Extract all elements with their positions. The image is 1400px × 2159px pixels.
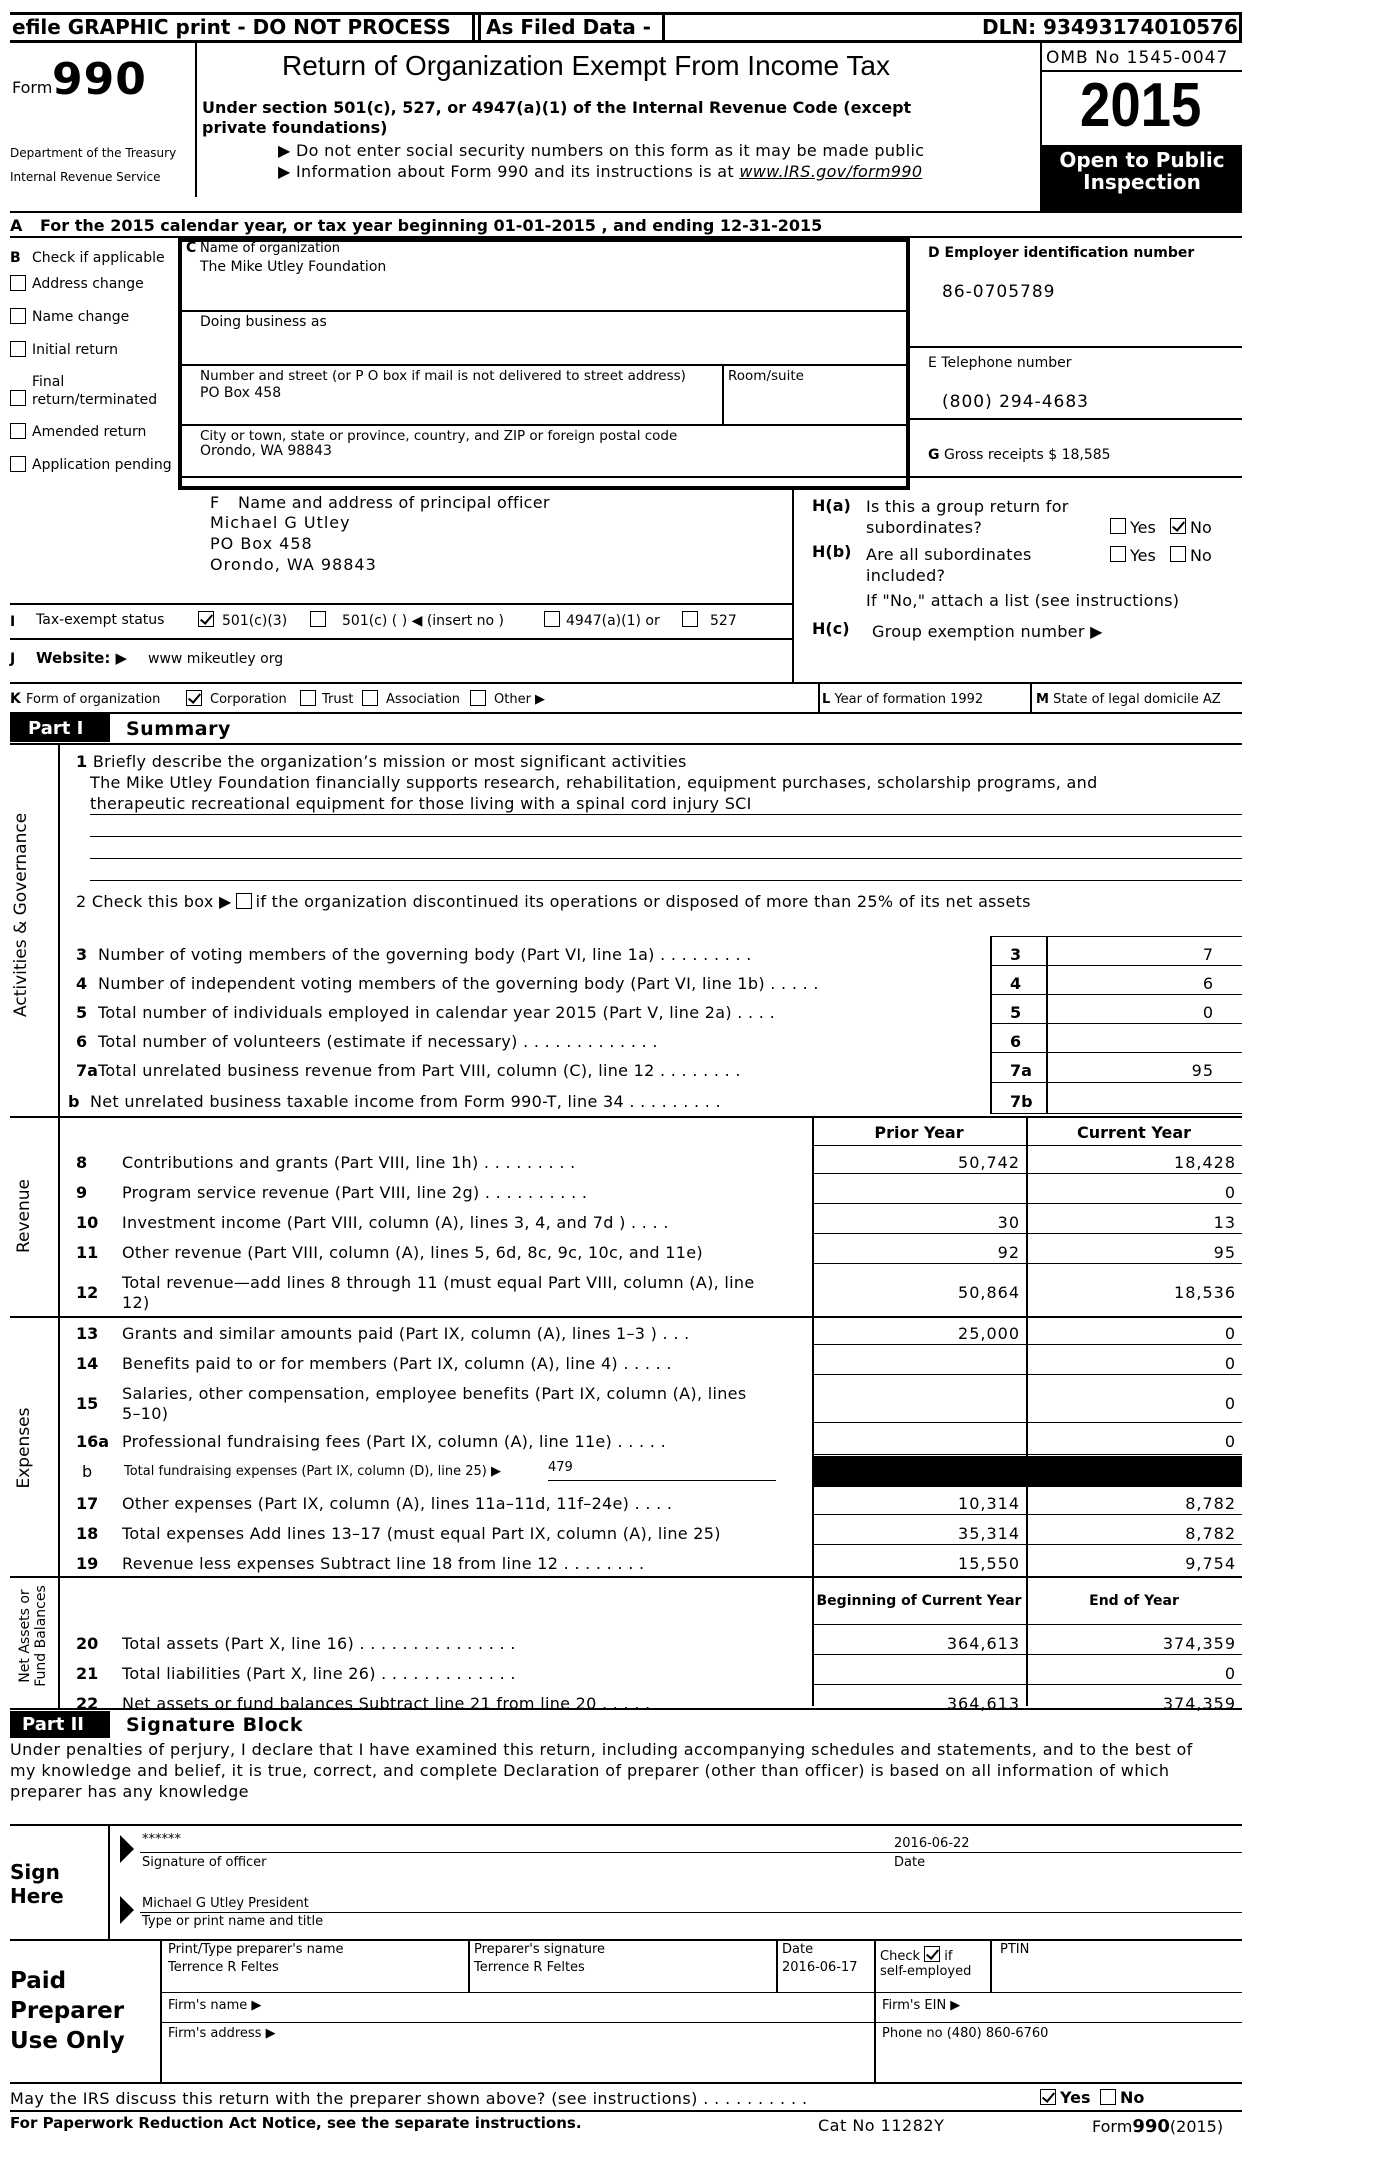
line-text: Program service revenue (Part VIII, line 2g) . . . . . . . . . . bbox=[122, 1183, 588, 1202]
form-label: Form bbox=[12, 78, 53, 97]
gov-line-text: Total number of volunteers (estimate if necessary) . . . . . . . . . . . . . bbox=[98, 1032, 658, 1051]
row-rule bbox=[812, 1374, 1242, 1375]
website-url[interactable]: www mikeutley org bbox=[148, 651, 284, 667]
section-j-label: J bbox=[10, 651, 16, 667]
self-employed-label-2: self-employed bbox=[880, 1964, 972, 1979]
mission-line-1: The Mike Utley Foundation financially supports research, rehabilitation, equipment purchases, scholarship programs, and bbox=[90, 773, 1098, 792]
line-num: 21 bbox=[76, 1664, 99, 1683]
tax-year: 2015 bbox=[1080, 71, 1202, 140]
signature-label: Signature of officer bbox=[142, 1855, 267, 1870]
self-employed-checkbox[interactable] bbox=[924, 1946, 940, 1962]
officer-signature: ****** bbox=[142, 1832, 181, 1847]
gov-line-value: 0 bbox=[1202, 1003, 1214, 1022]
address-change-label: Address change bbox=[32, 276, 144, 292]
room-suite-label: Room/suite bbox=[728, 368, 804, 384]
prior-year-value: 364,613 bbox=[946, 1694, 1020, 1713]
declaration-1: Under penalties of perjury, I declare that I have examined this return, including accompanying schedules and statements, and to the best of bbox=[10, 1740, 1193, 1759]
self-employed-label: Check if bbox=[880, 1946, 952, 1964]
corporation-label: Corporation bbox=[210, 692, 287, 707]
tax-year-period: For the 2015 calendar year, or tax year beginning 01-01-2015 , and ending 12-31-2015 bbox=[40, 216, 823, 235]
4947a1-checkbox[interactable] bbox=[544, 611, 560, 627]
hb-yes-checkbox[interactable] bbox=[1110, 546, 1126, 562]
current-year-value: 0 bbox=[1224, 1324, 1236, 1343]
prior-year-value: 364,613 bbox=[946, 1634, 1020, 1653]
4947a1-label: 4947(a)(1) or bbox=[566, 613, 660, 629]
sign-label: Sign bbox=[10, 1860, 60, 1884]
current-year-value: 18,428 bbox=[1174, 1153, 1236, 1172]
sign-arrow-2 bbox=[120, 1896, 134, 1924]
prior-year-value: 50,742 bbox=[958, 1153, 1020, 1172]
gov-line-num: 4 bbox=[76, 974, 88, 993]
corporation-checkbox[interactable] bbox=[186, 690, 202, 706]
officer-address-2: Orondo, WA 98843 bbox=[210, 555, 377, 574]
amended-return-label: Amended return bbox=[32, 424, 147, 440]
line-num: 14 bbox=[76, 1354, 99, 1373]
line-num: 15 bbox=[76, 1394, 99, 1413]
current-year-value: 9,754 bbox=[1185, 1554, 1236, 1573]
gov-line-text: Total number of individuals employed in calendar year 2015 (Part V, line 2a) . . . . bbox=[98, 1003, 775, 1022]
current-year-value: 374,359 bbox=[1162, 1694, 1236, 1713]
gov-line-value: 7 bbox=[1202, 945, 1214, 964]
hb-note: If "No," attach a list (see instructions) bbox=[866, 591, 1180, 610]
current-year-value: 8,782 bbox=[1185, 1524, 1236, 1543]
org-name: The Mike Utley Foundation bbox=[200, 259, 387, 275]
ein-value: 86-0705789 bbox=[942, 282, 1056, 302]
501c-label: 501(c) ( ) ◀ (insert no ) bbox=[342, 613, 505, 629]
form-of-organization-label: Form of organization bbox=[26, 692, 161, 707]
preparer-label: Preparer bbox=[10, 1998, 125, 2024]
line-text: Other revenue (Part VIII, column (A), lines 5, 6d, 8c, 9c, 10c, and 11e) bbox=[122, 1243, 703, 1262]
line-num: 13 bbox=[76, 1324, 99, 1343]
section-d-label: D Employer identification number bbox=[928, 245, 1195, 261]
line-num: 17 bbox=[76, 1494, 99, 1513]
initial-return-checkbox[interactable] bbox=[10, 341, 26, 357]
amended-return-checkbox[interactable] bbox=[10, 423, 26, 439]
ha-no-label: No bbox=[1190, 518, 1212, 537]
gov-line-box: 7a bbox=[1010, 1061, 1032, 1080]
gov-line-text: Net unrelated business taxable income from Form 990-T, line 34 . . . . . . . . . bbox=[90, 1092, 721, 1111]
line-text-2: 5–10) bbox=[122, 1404, 169, 1423]
section-a-label: A bbox=[10, 216, 23, 235]
side-label-expenses: Expenses bbox=[14, 1407, 34, 1489]
association-checkbox[interactable] bbox=[362, 690, 378, 706]
row-rule bbox=[812, 1544, 1242, 1545]
side-label-revenue: Revenue bbox=[14, 1178, 34, 1254]
section-b-label: B bbox=[10, 250, 21, 266]
current-year-value: 0 bbox=[1224, 1664, 1236, 1683]
col-beginning-of-year: Beginning of Current Year bbox=[816, 1593, 1022, 1609]
ha-text-2: subordinates? bbox=[866, 518, 983, 537]
trust-label: Trust bbox=[322, 692, 354, 707]
current-year-value: 0 bbox=[1224, 1432, 1236, 1451]
line-text: Revenue less expenses Subtract line 18 from line 12 . . . . . . . . bbox=[122, 1554, 645, 1573]
dln-number: DLN: 93493174010576 bbox=[982, 15, 1238, 39]
gov-line-box: 4 bbox=[1010, 974, 1022, 993]
current-year-value: 95 bbox=[1213, 1243, 1236, 1262]
501c-checkbox[interactable] bbox=[310, 611, 326, 627]
gov-line-num: 6 bbox=[76, 1032, 88, 1051]
ha-yes-label: Yes bbox=[1130, 518, 1156, 537]
street-address: PO Box 458 bbox=[200, 385, 282, 401]
inspection: Inspection bbox=[1083, 170, 1201, 194]
omb-number: OMB No 1545-0047 bbox=[1046, 48, 1229, 68]
paperwork-notice: For Paperwork Reduction Act Notice, see the separate instructions. bbox=[10, 2114, 582, 2132]
other-org-label: Other ▶ bbox=[494, 692, 546, 707]
gov-line-num: 3 bbox=[76, 945, 88, 964]
firm-phone: Phone no (480) 860-6760 bbox=[882, 2026, 1049, 2041]
line-num: 12 bbox=[76, 1283, 99, 1302]
prior-year-value: 35,314 bbox=[958, 1524, 1020, 1543]
prior-year-value: 15,550 bbox=[958, 1554, 1020, 1573]
initial-return-label: Initial return bbox=[32, 342, 118, 358]
state-of-domicile: M State of legal domicile AZ bbox=[1036, 692, 1221, 707]
street-label: Number and street (or P O box if mail is not delivered to street address) bbox=[200, 368, 686, 384]
gov-line-text: Number of independent voting members of the governing body (Part VI, line 1b) . . . . . bbox=[98, 974, 819, 993]
info-note: ▶ Information about Form 990 and its instructions is at www.IRS.gov/form990 bbox=[278, 162, 923, 181]
city-label: City or town, state or province, country, and ZIP or foreign postal code bbox=[200, 428, 678, 444]
line-text-2: 12) bbox=[122, 1293, 150, 1312]
row-rule bbox=[812, 1454, 1242, 1455]
row-rule bbox=[812, 1624, 1242, 1625]
row-rule bbox=[812, 1173, 1242, 1174]
gov-line-value: 95 bbox=[1191, 1061, 1214, 1080]
gov-line-text: Number of voting members of the governing body (Part VI, line 1a) . . . . . . . . . bbox=[98, 945, 752, 964]
line-text: Total assets (Part X, line 16) . . . . . . . . . . . . . . . bbox=[122, 1634, 516, 1653]
other-org-checkbox[interactable] bbox=[470, 690, 486, 706]
principal-officer-title: Name and address of principal officer bbox=[238, 493, 550, 512]
discuss-yes-checkbox[interactable] bbox=[1040, 2089, 1056, 2105]
row-rule bbox=[812, 1344, 1242, 1345]
line-16b-value: 479 bbox=[548, 1460, 573, 1475]
ha-label: H(a) bbox=[812, 496, 851, 515]
row-rule bbox=[812, 1233, 1242, 1234]
filed-banner: As Filed Data - bbox=[486, 15, 651, 39]
row-rule bbox=[812, 1514, 1242, 1515]
trust-checkbox[interactable] bbox=[300, 690, 316, 706]
prior-year-value: 10,314 bbox=[958, 1494, 1020, 1513]
current-year-value: 0 bbox=[1224, 1183, 1236, 1202]
prior-year-value: 92 bbox=[997, 1243, 1020, 1262]
name-change-label: Name change bbox=[32, 309, 130, 325]
prior-year-value: 50,864 bbox=[958, 1283, 1020, 1302]
check-if-applicable: Check if applicable bbox=[32, 250, 165, 266]
line-text: Net assets or fund balances Subtract line 21 from line 20 . . . . . bbox=[122, 1694, 651, 1713]
section-f-label: F bbox=[210, 493, 220, 512]
hb-label: H(b) bbox=[812, 542, 852, 561]
date-label: Date bbox=[894, 1855, 926, 1870]
line-text: Other expenses (Part IX, column (A), lines 11a–11d, 11f–24e) . . . . bbox=[122, 1494, 673, 1513]
declaration-2: my knowledge and belief, it is true, correct, and complete Declaration of preparer (other than officer) is based on all information of which bbox=[10, 1761, 1170, 1780]
section-k-label: K bbox=[10, 691, 21, 707]
line-num: 20 bbox=[76, 1634, 99, 1653]
form-title: Return of Organization Exempt From Income Tax bbox=[282, 50, 890, 81]
side-label-governance: Activities & Governance bbox=[11, 812, 31, 1017]
firm-name-label: Firm's name ▶ bbox=[168, 1998, 262, 2013]
city-address: Orondo, WA 98843 bbox=[200, 443, 332, 459]
501c3-label: 501(c)(3) bbox=[222, 613, 288, 629]
mission-line-2: therapeutic recreational equipment for those living with a spinal cord injury SCI bbox=[90, 794, 752, 813]
association-label: Association bbox=[386, 692, 461, 707]
line-1-label: 1 Briefly describe the organization’s mission or most significant activities bbox=[76, 752, 687, 771]
part-i-title: Summary bbox=[126, 718, 231, 740]
hb-no-label: No bbox=[1190, 546, 1212, 565]
line-text: Professional fundraising fees (Part IX, column (A), line 11e) . . . . . bbox=[122, 1432, 666, 1451]
line-num: 22 bbox=[76, 1694, 99, 1713]
preparer-date-label: Date bbox=[782, 1942, 814, 1957]
irs-link[interactable]: www.IRS.gov/form990 bbox=[739, 162, 923, 181]
gov-line-num: 5 bbox=[76, 1003, 88, 1022]
part-ii-title: Signature Block bbox=[126, 1714, 304, 1736]
row-rule bbox=[812, 1422, 1242, 1423]
open-to-public: Open to Public bbox=[1059, 148, 1225, 172]
group-exemption-number: Group exemption number ▶ bbox=[872, 622, 1103, 641]
hb-yes-label: Yes bbox=[1130, 546, 1156, 565]
officer-address-1: PO Box 458 bbox=[210, 534, 313, 553]
officer-name: Michael G Utley bbox=[210, 513, 351, 532]
preparer-name: Terrence R Feltes bbox=[168, 1960, 279, 1975]
firm-ein-label: Firm's EIN ▶ bbox=[882, 1998, 961, 2013]
line-text: Benefits paid to or for members (Part IX, column (A), line 4) . . . . . bbox=[122, 1354, 672, 1373]
telephone-label: E Telephone number bbox=[928, 355, 1072, 371]
line-num: 16a bbox=[76, 1432, 110, 1451]
line-num: 9 bbox=[76, 1183, 88, 1202]
ha-text-1: Is this a group return for bbox=[866, 497, 1069, 516]
527-label: 527 bbox=[710, 613, 737, 629]
dept-treasury: Department of the Treasury bbox=[10, 146, 177, 160]
row-rule bbox=[812, 1684, 1242, 1685]
efile-banner: efile GRAPHIC print - DO NOT PROCESS bbox=[12, 15, 451, 39]
prior-year-value: 25,000 bbox=[958, 1324, 1020, 1343]
name-title-label: Type or print name and title bbox=[142, 1914, 324, 1929]
telephone-value: (800) 294-4683 bbox=[942, 392, 1089, 412]
form-subtitle: Under section 501(c), 527, or 4947(a)(1) of the Internal Revenue Code (except private foundations) bbox=[202, 98, 912, 137]
line-num: 11 bbox=[76, 1243, 99, 1262]
ptin-label: PTIN bbox=[1000, 1942, 1030, 1957]
501c3-checkbox[interactable] bbox=[198, 611, 214, 627]
527-checkbox[interactable] bbox=[682, 611, 698, 627]
current-year-value: 18,536 bbox=[1174, 1283, 1236, 1302]
part-i-tag: Part I bbox=[28, 718, 84, 739]
row-rule bbox=[812, 1203, 1242, 1204]
gov-line-box: 6 bbox=[1010, 1032, 1022, 1051]
col-end-of-year: End of Year bbox=[1089, 1593, 1179, 1609]
gov-line-box: 3 bbox=[1010, 945, 1022, 964]
row-rule bbox=[812, 1263, 1242, 1264]
ssn-note: ▶ Do not enter social security numbers on this form as it may be made public bbox=[278, 141, 925, 160]
preparer-signature-label: Preparer's signature bbox=[474, 1942, 606, 1957]
line-16b-num: b bbox=[82, 1462, 93, 1481]
here-label: Here bbox=[10, 1884, 64, 1908]
col-prior-year: Prior Year bbox=[874, 1123, 964, 1142]
preparer-name-label: Print/Type preparer's name bbox=[168, 1942, 344, 1957]
use-only-label: Use Only bbox=[10, 2028, 125, 2054]
gov-line-box: 7b bbox=[1010, 1092, 1033, 1111]
preparer-signature: Terrence R Feltes bbox=[474, 1960, 585, 1975]
hb-no-checkbox[interactable] bbox=[1170, 546, 1186, 562]
application-pending-label: Application pending bbox=[32, 457, 172, 473]
part-ii-tag: Part II bbox=[22, 1714, 84, 1735]
current-year-value: 0 bbox=[1224, 1394, 1236, 1413]
line-text: Total revenue—add lines 8 through 11 (must equal Part VIII, column (A), line bbox=[122, 1273, 755, 1292]
cat-number: Cat No 11282Y bbox=[818, 2116, 945, 2135]
firm-address-label: Firm's address ▶ bbox=[168, 2026, 276, 2041]
line-text: Grants and similar amounts paid (Part IX, column (A), lines 1–3 ) . . . bbox=[122, 1324, 690, 1343]
gov-line-text: Total unrelated business revenue from Part VIII, column (C), line 12 . . . . . . . . bbox=[98, 1061, 741, 1080]
footer-form-label: Form990(2015) bbox=[1092, 2116, 1224, 2137]
line-2: 2 Check this box ▶ if the organization discontinued its operations or disposed of more than 25% of its net assets bbox=[76, 892, 1031, 911]
dba-label: Doing business as bbox=[200, 314, 327, 330]
gov-line-num: b bbox=[68, 1092, 80, 1111]
hb-text-2: included? bbox=[866, 566, 946, 585]
row-rule bbox=[812, 1654, 1242, 1655]
declaration-3: preparer has any knowledge bbox=[10, 1782, 249, 1801]
line-text: Investment income (Part VIII, column (A), lines 3, 4, and 7d ) . . . . bbox=[122, 1213, 669, 1232]
address-change-checkbox[interactable] bbox=[10, 275, 26, 291]
year-of-formation: L Year of formation 1992 bbox=[822, 692, 984, 707]
discuss-no-label: No bbox=[1120, 2088, 1145, 2107]
paid-label: Paid bbox=[10, 1968, 67, 1994]
final-return-checkbox[interactable] bbox=[10, 390, 26, 406]
line-text: Total expenses Add lines 13–17 (must equal Part IX, column (A), line 25) bbox=[122, 1524, 721, 1543]
org-name-label: Name of organization bbox=[200, 241, 340, 256]
line-text: Contributions and grants (Part VIII, line 1h) . . . . . . . . . bbox=[122, 1153, 576, 1172]
current-year-value: 0 bbox=[1224, 1354, 1236, 1373]
form-number: 990 bbox=[52, 54, 147, 105]
ha-no-checkbox[interactable] bbox=[1170, 518, 1186, 534]
signature-date: 2016-06-22 bbox=[894, 1836, 970, 1851]
col-current-year: Current Year bbox=[1076, 1123, 1192, 1142]
line-text: Total liabilities (Part X, line 26) . . . . . . . . . . . . . bbox=[122, 1664, 516, 1683]
line-16b-text: Total fundraising expenses (Part IX, column (D), line 25) ▶ bbox=[124, 1464, 501, 1479]
sign-arrow-1 bbox=[120, 1835, 134, 1863]
tax-exempt-status-label: Tax-exempt status bbox=[36, 612, 165, 628]
discuss-question: May the IRS discuss this return with the preparer shown above? (see instructions) . . . . . . . . . . bbox=[10, 2089, 808, 2108]
line-num: 8 bbox=[76, 1153, 88, 1172]
line-16b-shaded bbox=[813, 1456, 1242, 1486]
application-pending-checkbox[interactable] bbox=[10, 456, 26, 472]
hb-text-1: Are all subordinates bbox=[866, 545, 1032, 564]
line-num: 10 bbox=[76, 1213, 99, 1232]
line-num: 18 bbox=[76, 1524, 99, 1543]
prior-year-value: 30 bbox=[997, 1213, 1020, 1232]
section-c-label: C bbox=[186, 240, 197, 256]
line-text: Salaries, other compensation, employee benefits (Part IX, column (A), lines bbox=[122, 1384, 747, 1403]
gross-receipts: G Gross receipts $ 18,585 bbox=[928, 447, 1111, 463]
gov-line-num: 7a bbox=[76, 1061, 98, 1080]
gov-line-box: 5 bbox=[1010, 1003, 1022, 1022]
current-year-value: 374,359 bbox=[1162, 1634, 1236, 1653]
website-label: Website: ▶ bbox=[36, 649, 128, 667]
gov-line-value: 6 bbox=[1202, 974, 1214, 993]
name-change-checkbox[interactable] bbox=[10, 308, 26, 324]
side-label-net-assets: Net Assets or Fund Balances bbox=[17, 1585, 49, 1687]
hc-label: H(c) bbox=[812, 619, 850, 638]
discuss-yes-label: Yes bbox=[1060, 2088, 1091, 2107]
current-year-value: 13 bbox=[1213, 1213, 1236, 1232]
final-return-label: Final bbox=[32, 374, 65, 390]
ha-yes-checkbox[interactable] bbox=[1110, 518, 1126, 534]
irs-label: Internal Revenue Service bbox=[10, 170, 161, 184]
row-rule bbox=[812, 1486, 1242, 1487]
final-return-label-2: return/terminated bbox=[32, 392, 158, 408]
discuss-no-checkbox[interactable] bbox=[1100, 2089, 1116, 2105]
officer-name-title: Michael G Utley President bbox=[142, 1896, 309, 1911]
current-year-value: 8,782 bbox=[1185, 1494, 1236, 1513]
discontinued-checkbox[interactable] bbox=[236, 893, 252, 909]
line-num: 19 bbox=[76, 1554, 99, 1573]
section-i-label: I bbox=[10, 614, 16, 630]
preparer-date: 2016-06-17 bbox=[782, 1960, 858, 1975]
